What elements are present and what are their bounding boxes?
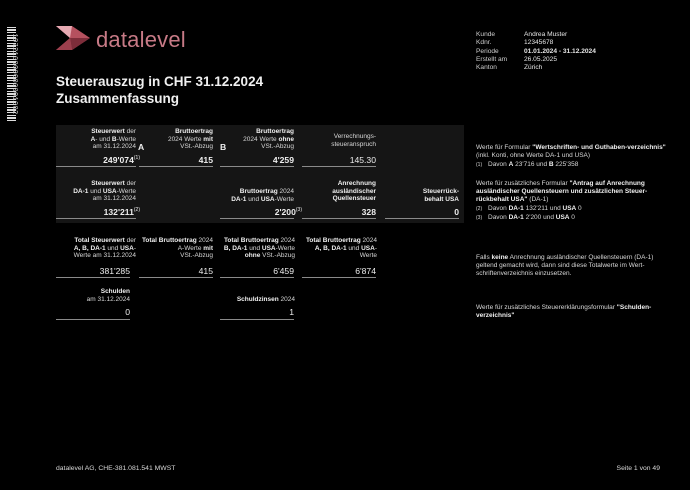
r4-c3-value: 1 — [289, 307, 294, 317]
r1-c2-header: Bruttoertrag 2024 Werte mit VSt.-Abzug — [167, 128, 213, 151]
r1-c4-value: 145.30 — [349, 155, 376, 165]
divider — [56, 218, 136, 219]
divider — [220, 218, 294, 219]
r4-c3-header: Schuldzinsen 2024 — [236, 296, 295, 303]
info-label: Periode — [476, 47, 499, 55]
page-title — [56, 73, 263, 107]
info-value: 26.05.2025 — [524, 55, 558, 63]
r4-c1-value: 0 — [125, 307, 130, 317]
r2-c1-value: 132'211$^{(2)}$ — [103, 207, 140, 217]
divider — [220, 277, 294, 278]
r2-c5-value: 0 — [454, 207, 459, 217]
divider — [139, 277, 213, 278]
info-label: Kdnr. — [476, 39, 492, 47]
r3-c3-header: Total Bruttoertrag 2024 B, DA-1 und USA-Werte ohne VSt.-Abzug — [223, 237, 295, 260]
footer-company: datalevel AG, CHE-381.081.541 MWST — [56, 465, 176, 472]
r4-c1-header: Schulden am 31.12.2024 — [86, 288, 130, 303]
info-row — [476, 39, 596, 47]
r3-c4-header: Total Bruttoertrag 2024 A, B, DA-1 und USA- Werte — [305, 237, 377, 260]
title-line-2: Zusammenfassung — [56, 91, 180, 106]
r1-c4-header: Verrechnungs- steueranspruch — [331, 133, 376, 148]
divider — [302, 166, 376, 167]
r1-c3-value: 4'259 — [272, 155, 294, 165]
r2-c3-header: Bruttoertrag 2024 DA-1 und USA-Werte — [231, 188, 294, 203]
r2-c5-header: Steuerrück- behalt USA — [422, 188, 459, 203]
divider — [139, 166, 213, 167]
divider — [302, 218, 376, 219]
divider — [220, 166, 294, 167]
note-da1: Werte für zusätzliches Formular "Antrag auf Anrechnung ausländischer Quellensteuern und zusätzlichen Steuer-rückbehalt USA" (DA-1) (2) Davon DA-1 132'211 und USA 0 (3) Davon DA-1 2'200 und USA 0 — [476, 180, 648, 221]
r3-c1-header: Total Steuerwert der A, B, DA-1 und USA- Werte am 31.12.2024 — [73, 237, 136, 260]
customer-info — [476, 31, 596, 72]
letter-b: B — [220, 142, 227, 152]
info-label: Kanton — [476, 64, 497, 72]
info-value: Andrea Muster — [524, 31, 568, 38]
note-wertschriften: Werte für Formular "Wertschriften- und Guthaben-verzeichnis" (inkl. Konti, ohne Werte DA-1 und USA) (1) Davon A 23'716 und B 225'358 — [476, 144, 666, 168]
info-row — [476, 56, 596, 64]
barcode-number: 197210000000001002 — [10, 33, 18, 115]
divider — [302, 277, 376, 278]
footer-page-number: Seite 1 von 49 — [616, 465, 660, 472]
r2-c3-value: 2'200$^{(3)}$ — [274, 207, 302, 217]
divider — [56, 277, 130, 278]
r3-c4-value: 6'874 — [355, 266, 376, 276]
divider — [220, 319, 294, 320]
info-label: Kunde — [476, 31, 496, 38]
divider — [385, 218, 459, 219]
datalevel-logo-icon — [56, 26, 90, 50]
note-totals: Falls keine Anrechnung ausländischer Quellensteuern (DA-1) geltend gemacht wird, dann sind diese Totalwerte im Wert-schriftenverzeichnis einzusetzen. — [476, 254, 654, 277]
r1-c1-value: 249'074$^{(1)}$ — [103, 155, 140, 165]
divider — [56, 319, 130, 320]
info-value: 01.01.2024 - 31.12.2024 — [524, 47, 596, 55]
info-row — [476, 31, 596, 39]
r2-c4-header: Anrechnung ausländischer Quellensteuer — [332, 180, 376, 203]
info-row — [476, 48, 596, 56]
title-line-1: Steuerauszug in CHF 31.12.2024 — [56, 74, 264, 89]
info-value: 12345678 — [524, 39, 554, 47]
r2-c1-header: Steuerwert der DA-1 und USA-Werte am 31.12.2024 — [73, 180, 136, 203]
r1-c3-header: Bruttoertrag 2024 Werte ohne VSt.-Abzug — [243, 128, 294, 151]
info-value: Zürich — [524, 64, 543, 72]
note-schulden: Werte für zusätzliches Steuererklärungsformular "Schulden-verzeichnis" — [476, 304, 652, 319]
r1-c1-header: Steuerwert der A- und B-Werte am 31.12.2024 — [90, 128, 136, 151]
r3-c2-header: Total Bruttoertrag 2024 A-Werte mit VSt.-Abzug — [141, 237, 213, 260]
r3-c1-value: 381'285 — [99, 266, 130, 276]
r1-c2-value: 415 — [198, 155, 213, 165]
info-label: Erstellt am — [476, 55, 508, 63]
letter-a: A — [138, 142, 145, 152]
divider — [56, 166, 136, 167]
logo-text: datalevel — [96, 27, 186, 52]
r2-c4-value: 328 — [361, 207, 376, 217]
r3-c2-value: 415 — [198, 266, 213, 276]
info-row — [476, 64, 596, 72]
r3-c3-value: 6'459 — [273, 266, 294, 276]
